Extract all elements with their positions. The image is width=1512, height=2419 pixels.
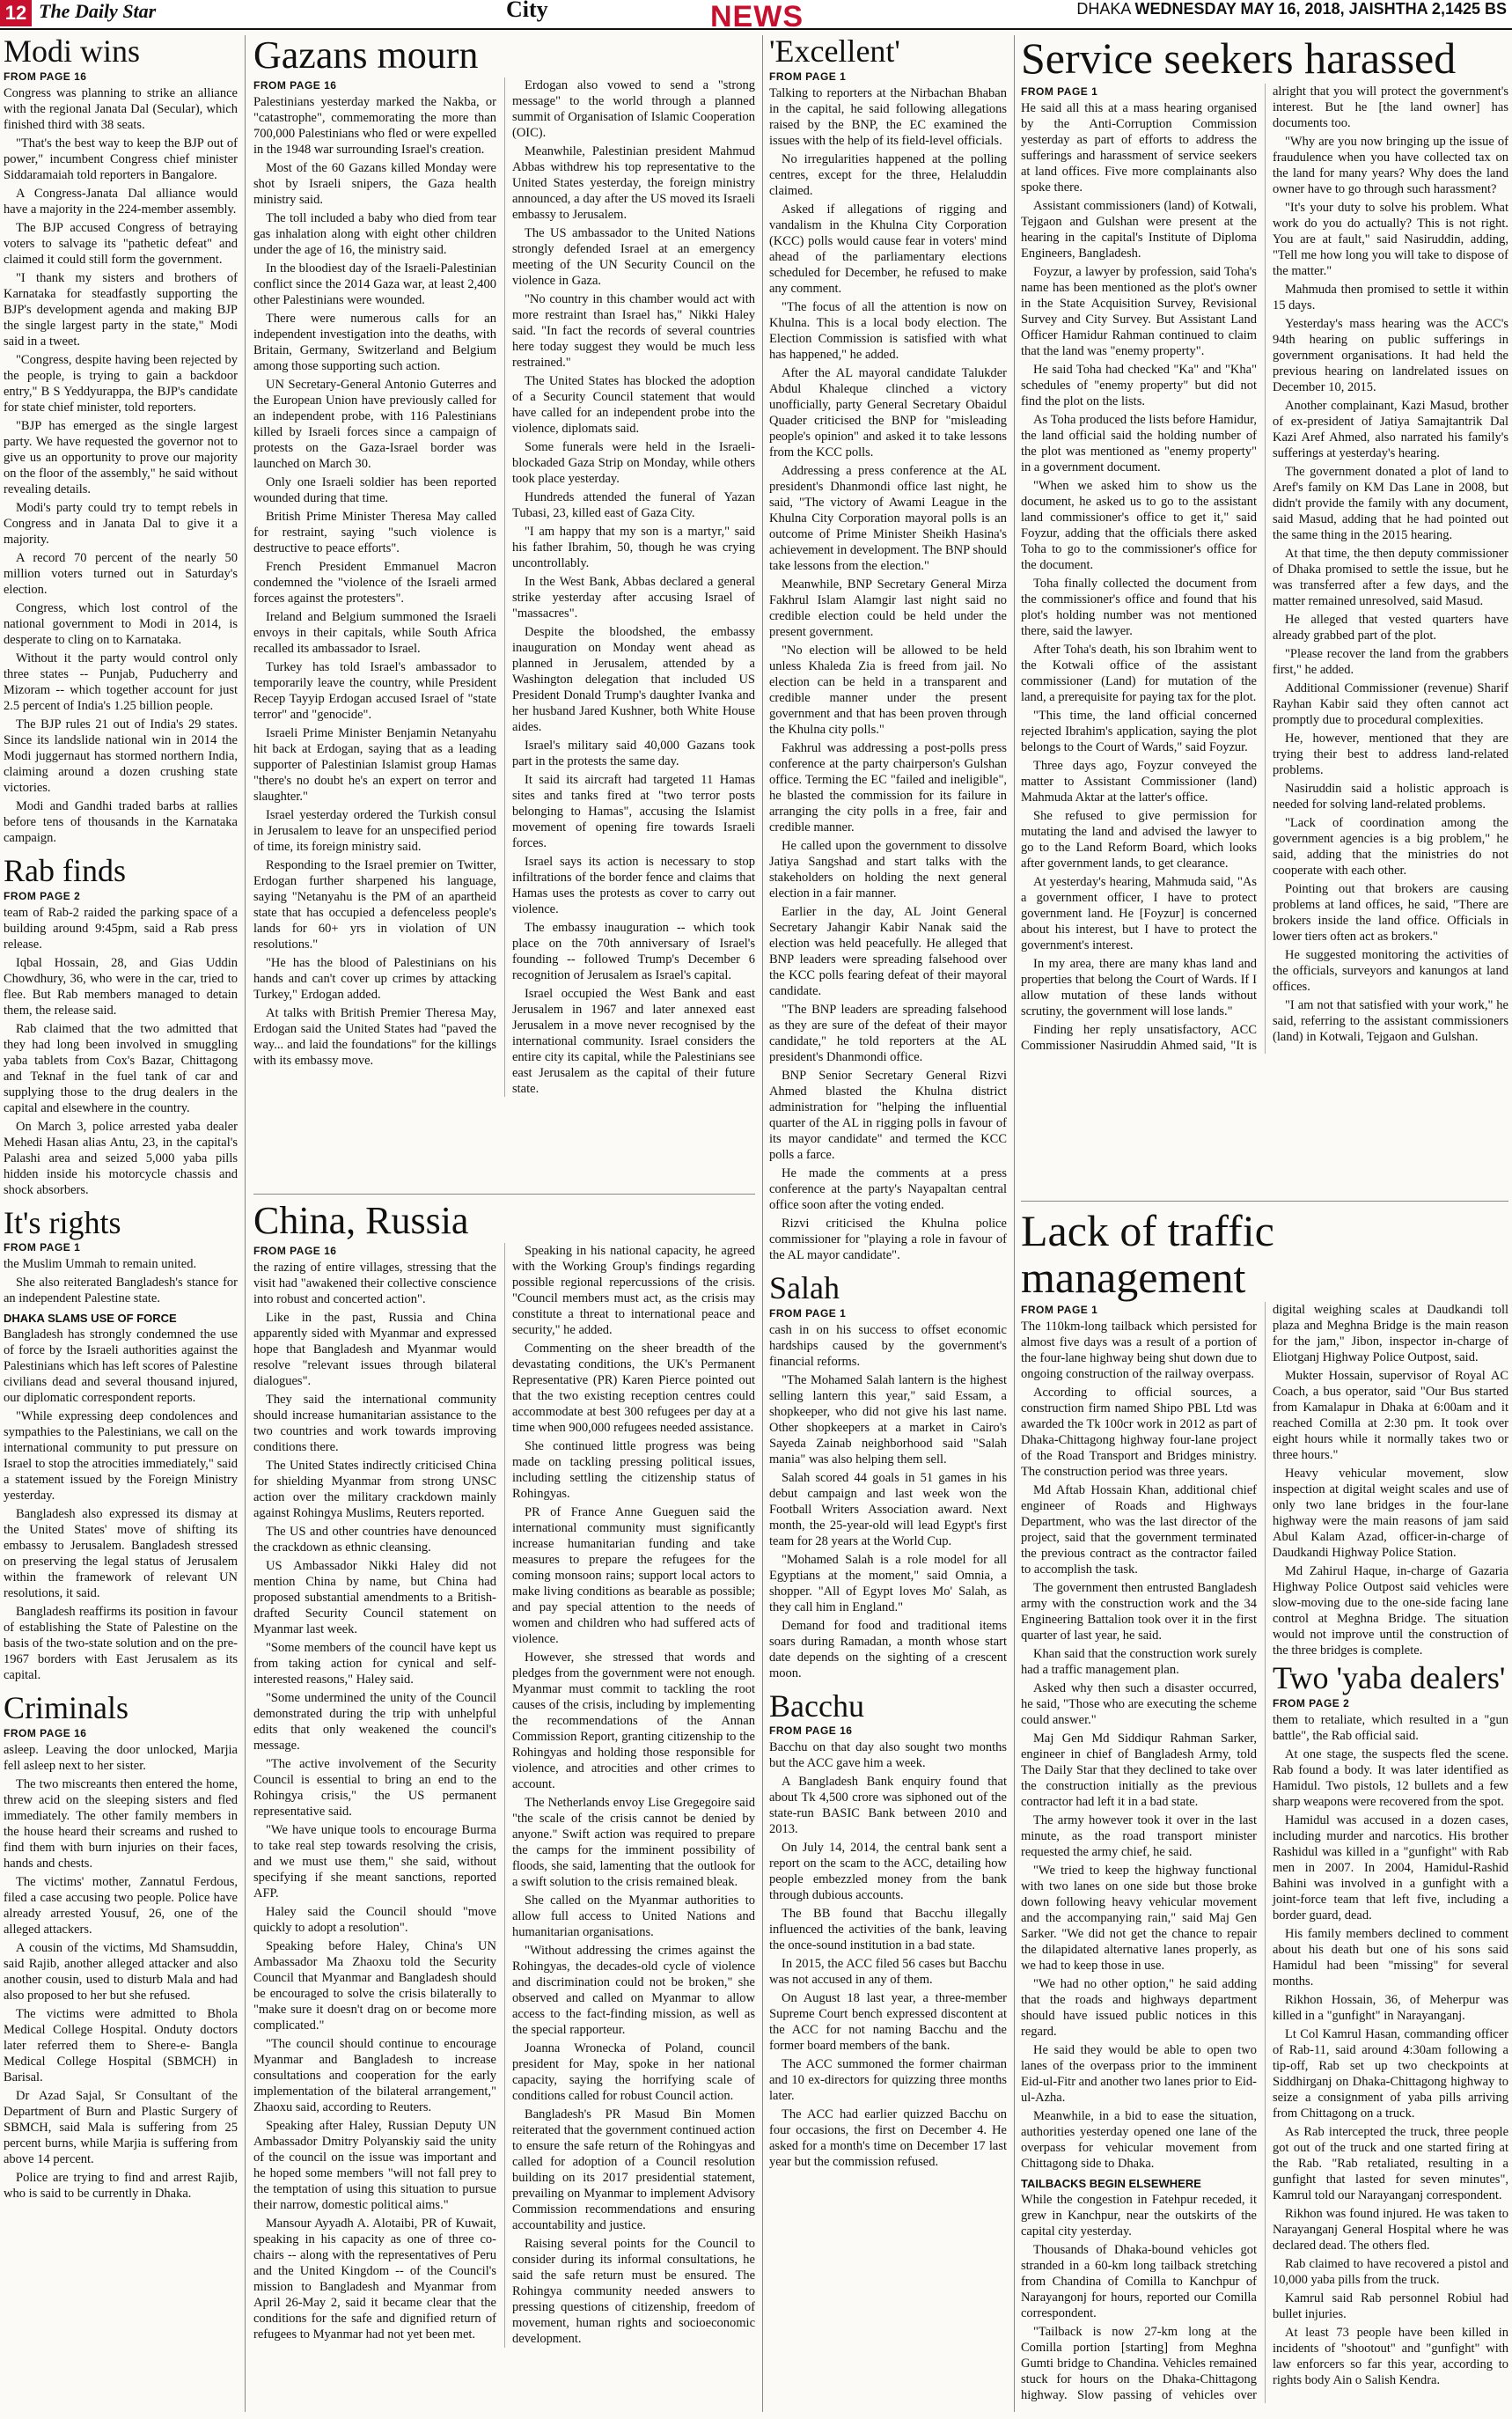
paragraph: Md Zahirul Haque, in-charge of Gazaria Highway Police Outpost said vehicles were slow-moving due to the one-side facing lane control at Meghna Bridge. The situation would not improve until the construction of the three bridges is complete.	[1273, 1564, 1508, 1658]
paragraph: "That's the best way to keep the BJP out of power," incumbent Congress chief minister Siddaramaiah told reporters in Bangalore.	[4, 136, 238, 182]
paragraph: At least 73 people have been killed in incidents of "shootout" and "gunfight" with law enforcers so far this year, according to rights body Ain o Salish Kendra.	[1273, 2325, 1508, 2387]
paragraph: The United States indirectly criticised China for shielding Myanmar from strong UNSC action over the military crackdown mainly against Rohingya Muslims, Reuters reported.	[253, 1459, 496, 1521]
from-page-label: FROM PAGE 1	[1021, 1304, 1098, 1316]
paragraph: cash in on his success to offset economic hardships caused by the government's financial reforms.	[769, 1322, 1007, 1369]
paragraph: Assistant commissioners (land) of Kotwali, Tejgaon and Gulshan were present at the hearing in the capital's Institute of Diploma Engineers, Bangladesh.	[1021, 198, 1257, 261]
story-body	[1021, 1302, 1508, 2403]
headline: China, Russia	[253, 1199, 469, 1242]
paragraph: Congress, which lost control of the national government to Modi in 2014, is desperate to cling on to Karnataka.	[4, 600, 238, 647]
paragraph: The embassy inauguration -- which took place on the 70th anniversary of Israel's founding -- followed Trump's December 6 recognition of Jerusalem as Israel's capital.	[512, 921, 755, 983]
paragraph: Joanna Wronecka of Poland, council president for May, spoke in her national capacity, saying the horrifying scale of conditions called for robust Council action.	[512, 2041, 755, 2104]
paragraph: Israel's military said 40,000 Gazans took part in the protests the same day.	[512, 739, 755, 769]
story	[253, 1201, 755, 2348]
paragraph: In my area, there are many khas land and properties that belong the Court of Wards. If I allow mutation of these lands without scrutiny, the government will lose lands."	[1021, 956, 1257, 1018]
paragraph: "We tried to keep the highway functional with two lanes on one side but those broke down following heavy vehicular movement and the accompanying rain," said Maj Gen Sarker. "We did not get the chance to repair the dilapidated alternative lanes properly, as we had to keep those in use.	[1021, 1864, 1257, 1973]
from-page-label: FROM PAGE 2	[1273, 1696, 1350, 1709]
story-body	[1021, 84, 1508, 1054]
story-body	[4, 1241, 238, 1683]
paragraph: According to official sources, a construction firm named Shipo PBL Ltd was awarded the Tk 100cr work in 2012 as part of Dhaka-Chittagong highway four-lane project of the Road Transport and Bridges ministry. The construction period was three years.	[1021, 1386, 1257, 1479]
paragraph: Meanwhile, Palestinian president Mahmud Abbas withdrew his top representative to the United States yesterday, the foreign ministry announced, a day after the US moved its Israeli embassy to Jerusalem.	[512, 144, 755, 223]
story-body	[4, 70, 238, 846]
paragraph: On March 3, police arrested yaba dealer Mehedi Hasan alias Antu, 23, in the capital's Palashi area and seized 5,000 yaba pills hidden inside his motorcycle chassis and shock absorbers.	[4, 1119, 238, 1197]
paragraph: His family members declined to comment about his death but one of his sons said Hamidul had been "missing" for several months.	[1273, 1926, 1508, 1989]
story-body	[769, 1724, 1007, 2170]
paragraph: Turkey has told Israel's ambassador to temporarily leave the country, while President Recep Tayyip Erdogan accused Israel of "state terror" and "genocide".	[253, 660, 496, 723]
story-body	[769, 70, 1007, 1263]
story-body	[4, 890, 238, 1198]
paragraph: Hamidul was accused in a dozen cases, including murder and narcotics. His brother Rashidul was killed in a "gunfight" with Rab men in 2007. In 2004, Hamidul-Rashid Bahini was involved in a gunfight with a joint-force team that left five, including a border guard, dead.	[1273, 1812, 1508, 1923]
paragraph: Meanwhile, in a bid to ease the situation, authorities yesterday opened one lane of the overpass for vehicular movement from Chittagong side to Dhaka.	[1021, 2109, 1257, 2171]
paragraph: At that time, the then deputy commissioner of Dhaka promised to settle the issue, but he was transferred after a few days, and the matter remained unresolved, said Masud.	[1273, 546, 1508, 608]
paragraph: Bangladesh's PR Masud Bin Momen reiterated that the government continued action to ensure the safe return of the Rohingyas and called for adoption of a Council resolution building on its 2017 presidential statement, prevailing on Myanmar to implement Advisory Commission recommendations and ensuring accountability and justice.	[512, 2107, 755, 2233]
paragraph: On July 14, 2014, the central bank sent a report on the scam to the ACC, detailing how people embezzled money from the bank through dubious accounts.	[769, 1841, 1007, 1903]
paragraph: The 110km-long tailback which persisted for almost five days was a result of a portion of the four-lane highway being shut down due to ongoing construction of the railway overpass.	[1021, 1320, 1257, 1381]
paragraph: the razing of entire villages, stressing that the visit had "awakened their collective conscience into robust and concerted action".	[253, 1261, 496, 1307]
paragraph: The US and other countries have denounced the crackdown as ethnic cleansing.	[253, 1525, 496, 1555]
dateline	[1076, 0, 1507, 26]
paragraph: Rikhon Hossain, 36, of Meherpur was killed in a "gunfight" in Narayanganj.	[1273, 1992, 1508, 2023]
paragraph: At talks with British Premier Theresa May, Erdogan said the United States had "paved the way... and laid the foundations" for the killings with its embassy move.	[253, 1006, 496, 1069]
paragraph: PR of France Anne Gueguen said the international community must significantly increase humanitarian funding and take measures to prepare the refugees for the coming monsoon rains; support local actors to make living conditions as bearable as possible; and pay special attention to the needs of women and children who had suffered acts of violence.	[512, 1505, 755, 1647]
dateline-city: DHAKA	[1076, 0, 1131, 18]
story-china-russia	[253, 1197, 755, 2415]
paragraph: He called upon the government to dissolve Jatiya Sangshad and start talks with the stakeholders on holding the next general election in a fair manner.	[769, 838, 1007, 901]
paragraph: The BB found that Bacchu illegally influenced the activities of the bank, leaving the once-sound institution in a bad state.	[769, 1907, 1007, 1953]
paragraph: "The focus of all the attention is now on Khulna. This is a local body election. The Election Commission is satisfied with what has happened," he added.	[769, 299, 1007, 362]
paragraph: BNP Senior Secretary General Rizvi Ahmed blasted the Khulna district administration for "helping the influential quarter of the AL in rigging polls in favour of its mayor candidate" and termed the KCC polls a farce.	[769, 1068, 1007, 1162]
headline: Gazans mourn	[253, 33, 479, 77]
paragraph: The toll included a baby who died from tear gas inhalation along with eight other children under the age of 16, the ministry said.	[253, 211, 496, 258]
paragraph: "I am happy that my son is a martyr," said his father Ibrahim, 50, though he was crying uncontrollably.	[512, 525, 755, 571]
story	[4, 35, 238, 846]
paragraph: Three days ago, Foyzur conveyed the matter to Assistant Commissioner (land) Mahmuda Aktar at the latter's office.	[1021, 758, 1257, 805]
paragraph: Modi's party could try to tempt rebels in Congress and in Janata Dal to give it a majority.	[4, 500, 238, 547]
paragraph: Nasiruddin said a holistic approach is needed for solving land-related problems.	[1273, 781, 1508, 812]
paragraph: "When we asked him to show us the document, he asked us to go to the assistant land commissioner's office to get it," said Foyzur, adding that the officials there asked Toha to go to the commissioner's office for the document.	[1021, 478, 1257, 572]
headline: It's rights	[4, 1204, 121, 1240]
from-page-label: FROM PAGE 1	[1021, 85, 1098, 98]
paragraph: "Congress, despite having been rejected by the people, is trying to gain a backdoor entry," B S Yeddyurappa, the BJP's candidate for state chief minister, told reporters.	[4, 352, 238, 415]
news-label: NEWS	[710, 0, 804, 33]
paragraph: Rikhon was found injured. He was taken to Narayanganj General Hospital where he was declared dead. The others fled.	[1273, 2206, 1508, 2253]
paragraph: Hundreds attended the funeral of Yazan Tubasi, 23, killed east of Gaza City.	[512, 490, 755, 521]
paragraph: At one stage, the suspects fled the scene. Rab found a body. It was later identified as Hamidul. Two pistols, 12 bullets and a few sharp weapons were recovered from the spot.	[1273, 1746, 1508, 1809]
paragraph: No irregularities happened at the polling centres, except for the three, Helaluddin claimed.	[769, 151, 1007, 198]
paragraph: The victims were admitted to Bhola Medical College Hospital. Onduty doctors later referred them to Shere-e- Bangla Medical College Hospital (SBMCH) in Barisal.	[4, 2007, 238, 2085]
story	[4, 1204, 238, 1684]
subheading: DHAKA SLAMS USE OF FORCE	[4, 1312, 177, 1326]
paragraph: Mahmuda then promised to settle it within 15 days.	[1273, 282, 1508, 312]
headline: Modi wins	[4, 33, 141, 69]
paragraph: Bacchu on that day also sought two months but the ACC gave him a week.	[769, 1740, 1007, 1771]
headline: Service seekers harassed	[1021, 33, 1457, 83]
paragraph: Additional Commissioner (revenue) Sharif Rayhan Kabir said they often cannot act promptly due to procedural complexities.	[1273, 680, 1508, 727]
paragraph: Finding her reply unsatisfactory, ACC Commissioner Nasiruddin Ahmed said, "It is alright that you will protect the government's interest. But he [the land owner] has documents too.	[1021, 84, 1508, 1053]
paragraph: The ACC had earlier quizzed Bacchu on four occasions, the first on December 4. He asked for a month's time on December 17 last year but the commission refused.	[769, 2107, 1007, 2170]
paragraph: As Rab intercepted the truck, three people got out of the truck and one started firing at the Rab. "Rab retaliated, resulting in a gunfight that lasted for seven minutes", Kamrul told our Narayanganj correspondent.	[1273, 2124, 1508, 2202]
section-name: City	[506, 0, 548, 22]
paragraph: "We have unique tools to encourage Burma to take real step towards resolving the crisis, and we must use them," she said, without specifying if she meant sanctions, reported AFP.	[253, 1823, 496, 1901]
paragraph: The government donated a plot of land to Aref's family on KM Das Lane in 2008, but didn't provide the family with any document, said Masud, adding that he had pointed out the same thing in the 2015 hearing.	[1273, 464, 1508, 542]
paragraph: Despite the bloodshed, the embassy inauguration on Monday went ahead as planned in Jerusalem, attended by a Washington delegation that included US President Donald Trump's daughter Ivanka and her husband Jared Kushner, both White House aides.	[512, 625, 755, 735]
paragraph: Heavy vehicular movement, slow inspection at digital weight scales and use of only two lane bridges in the four-lane highway were the main reasons of jam said Abul Kalam Azad, officer-in-charge of Daudkandi Highway Police Station.	[1273, 1467, 1508, 1560]
page-number: 12	[0, 0, 32, 26]
story-body	[253, 1243, 755, 2348]
headline: 'Excellent'	[769, 33, 900, 69]
paragraph: Speaking before Haley, China's UN Ambassador Ma Zhaoxu told the Security Council that Myanmar and Bangladesh should be encouraged to solve the crisis bilaterally to "make sure it doesn't drag on or become more complicated."	[253, 1939, 496, 2033]
paragraph: "Mohamed Salah is a role model for all Egyptians at the moment," said Omnia, a shopper. "All of Egypt loves Mo' Salah, as they call him in England."	[769, 1552, 1007, 1614]
headline: Salah	[769, 1269, 840, 1305]
paragraph: Rab claimed that the two admitted that they had long been involved in smuggling yaba tablets from Cox's Bazar, Chittagong and Teknaf in the fuel tank of car and supplying those to the drug dealers in the capital and elsewhere in the country.	[4, 1021, 238, 1115]
paragraph: French President Emmanuel Macron condemned the "violence of the Israeli armed forces against the protesters".	[253, 560, 496, 607]
paragraph: asleep. Leaving the door unlocked, Marjia fell asleep next to her sister.	[4, 1743, 238, 1774]
paragraph: Talking to reporters at the Nirbachan Bhaban in the capital, he said following allegations raised by the BNP, the EC examined the issues with the help of its field-level officials.	[769, 85, 1007, 148]
paragraph: After the AL mayoral candidate Talukder Abdul Khaleque clinched a victory unofficially, party General Secretary Obaidul Quader criticised the BNP for "misleading people's opinion" and asked it to take lessons from the KCC polls.	[769, 365, 1007, 460]
paragraph: The United States has blocked the adoption of a Security Council statement that would have called for an independent probe into the violence, diplomats said.	[512, 374, 755, 437]
from-page-label: FROM PAGE 16	[769, 1724, 853, 1738]
paragraph: While the congestion in Fatehpur receded, it grew in Kanchpur, near the outskirts of the capital city yesterday.	[1021, 2193, 1257, 2239]
paragraph: "The BNP leaders are spreading falsehood as they are sure of the defeat of their mayor candidate," he told reporters at the AL president's Dhanmondi office.	[769, 1002, 1007, 1064]
paragraph: Erdogan also vowed to send a "strong message" to the world through a planned summit of Organisation of Islamic Cooperation (OIC).	[512, 78, 755, 141]
story	[253, 35, 755, 1097]
paragraph: "It's your duty to solve his problem. What work do you do actually? This is not right. You are at fault," said Nasiruddin, adding, "Tell me how long you will take to dispose of the matter."	[1273, 200, 1508, 278]
column-4	[769, 32, 1007, 2415]
paragraph: The two miscreants then entered the home, threw acid on the sleeping sisters and fled immediately. The other family members in the house heard their screams and rushed to find them with burn injuries on their faces, hands and chests.	[4, 1777, 238, 1871]
paragraph: She refused to give permission for mutating the land and advised the lawyer to go to the Land Reform Board, which looks after government lands, to get clearance.	[1021, 808, 1257, 871]
paragraph: Demand for food and traditional items soars during Ramadan, a month whose start date depends on the sighting of a crescent moon.	[769, 1618, 1007, 1680]
paragraph: "Please recover the land from the grabbers first," he added.	[1273, 646, 1508, 677]
headline: Criminals	[4, 1690, 128, 1726]
paragraph: At yesterday's hearing, Mahmuda said, "As a government officer, I have to protect government land. He [Foyzur] is concerned about his interest, but I have to protect the government's interest.	[1021, 874, 1257, 952]
paragraph: He, however, mentioned that they are trying their best to address land-related problems.	[1273, 731, 1508, 777]
paragraph: Ireland and Belgium summoned the Israeli envoys in their capitals, while South Africa recalled its ambassador to Israel.	[253, 610, 496, 657]
paragraph: US Ambassador Nikki Haley did not mention China by name, but China had proposed substantial amendments to a British-drafted Security Council statement on Myanmar last week.	[253, 1559, 496, 1637]
paragraph: team of Rab-2 raided the parking space of a building around 9:45pm, said a Rab press release.	[4, 905, 238, 952]
paragraph: "Without addressing the crimes against the Rohingyas, the decades-old cycle of violence and discrimination could not be broken," she observed and called on Myanmar to allow access to the fact-finding mission, as well as the special rapporteur.	[512, 1944, 755, 2038]
paragraph: "We had no other option," he said adding that the roads and highways department should have issued public notices in this regard.	[1021, 1977, 1257, 2039]
from-page-label: FROM PAGE 16	[4, 1727, 87, 1740]
paragraph: "I thank my sisters and brothers of Karnataka for steadfastly supporting the BJP's development agenda and making BJP the single largest party in the state," Modi said in a tweet.	[4, 270, 238, 349]
paragraph: them to retaliate, which resulted in a "gun battle", the Rab official said.	[1273, 1712, 1508, 1743]
story	[4, 852, 238, 1198]
paragraph: Like in the past, Russia and China apparently sided with Myanmar and expressed hope that Bangladesh and Myanmar would resolve "relevant issues through bilateral dialogues".	[253, 1311, 496, 1389]
section-rule	[253, 1194, 755, 1195]
paragraph: The Netherlands envoy Lise Gregegoire said "the scale of the crisis cannot be denied by anyone." Swift action was required to prepare the camps for the imminent possibility of floods, she said, lamenting that the outlook for a swift solution to the crisis remained bleak.	[512, 1796, 755, 1890]
story	[4, 1692, 238, 2202]
paragraph: Bangladesh has strongly condemned the use of force by the Israeli authorities against the Palestinians which has left scores of Palestine civilians dead and several thousand injured, our diplomatic correspondent reports.	[4, 1327, 238, 1406]
paragraph: He said they would be able to open two lanes of the overpass prior to the imminent Eid-ul-Fitr and another two lanes prior to Eid-ul-Azha.	[1021, 2043, 1257, 2105]
paragraph: The BJP accused Congress of betraying voters to salvage its "pathetic defeat" and claimed it could still form the government.	[4, 220, 238, 267]
paragraph: "I am not that satisfied with your work," he said, referring to the assistant commissioners (land) in Kotwali, Tejgaon and Gulshan.	[1273, 997, 1508, 1044]
paragraph: Another complainant, Kazi Masud, brother of ex-president of Jatiya Samajtantrik Dal Kazi Aref Ahmed, also narrated his family's sufferings at yesterday's hearing.	[1273, 398, 1508, 460]
paragraph: Bangladesh reaffirms its position in favour of establishing the State of Palestine on the basis of the two-state solution and on the pre- 1967 borders with East Jerusalem as its capital.	[4, 1605, 238, 1683]
paragraph: Thousands of Dhaka-bound vehicles got stranded in a 60-km long tailback stretching from Chandina of Comilla to Kanchpur of Narayangonj for hours, reported our Comilla correspondent.	[1021, 2243, 1257, 2320]
paragraph: Meanwhile, BNP Secretary General Mirza Fakhrul Islam Alamgir last night said no credible election could be held under the present government.	[769, 577, 1007, 639]
paragraph: "Some undermined the unity of the Council demonstrated during the trip with unhelpful edits that only weakened the council's message.	[253, 1691, 496, 1754]
paragraph: Israel says its action is necessary to stop infiltrations of the border fence and claims that Hamas uses the protests as cover to carry out violence.	[512, 855, 755, 917]
column-1	[4, 32, 238, 2415]
paragraph: The victims' mother, Zannatul Ferdous, filed a case accusing two people. Police have already arrested Yousuf, 26, one of the alleged attackers.	[4, 1875, 238, 1937]
paragraph: It said its aircraft had targeted 11 Hamas sites and tanks fired at "two terror posts belonging to Hamas", accusing the Islamist movement of opening fire towards Israeli forces.	[512, 773, 755, 851]
story-traffic	[1021, 1204, 1508, 2415]
paragraph: Speaking after Haley, Russian Deputy UN Ambassador Dmitry Polyanskiy said the unity of the council on the issue was important and he hoped some members "will not fall prey to the temptation of using this situation to pursue their narrow, domestic political aims."	[253, 2119, 496, 2213]
paragraph: Salah scored 44 goals in 51 games in his debut campaign and last week won the Football Writers Association award. Next month, the 25-year-old will lead Egypt's first team for 28 years at the World Cup.	[769, 1470, 1007, 1548]
paragraph: Mansour Ayyadh A. Alotaibi, PR of Kuwait, speaking in his capacity as one of three co-chairs -- along with the representatives of Peru and the United Kingdom -- of the Council's mission to Bangladesh and Myanmar from April 26-May 2, said it became clear that the conditions for the safe and dignified return of refugees to Myanmar had not yet been met.	[253, 2217, 496, 2342]
paragraph: Israel occupied the West Bank and east Jerusalem in 1967 and later annexed east Jerusalem in a move never recognised by the international community. Israel considers the entire city its capital, while the Palestinians see east Jerusalem as the capital of their future state.	[512, 987, 755, 1097]
paragraph: He made the comments at a press conference at the party's Nayapaltan central office soon after the voting ended.	[769, 1165, 1007, 1212]
paragraph: Md Aftab Hossain Khan, additional chief engineer of Roads and Highways Department, who was the last director of the project, said that the government terminated the previous contract as the contractor failed to accomplish the task.	[1021, 1483, 1257, 1577]
paragraph: She called on the Myanmar authorities to allow full access to United Nations and humanitarian organisations.	[512, 1893, 755, 1940]
from-page-label: FROM PAGE 1	[769, 1306, 847, 1320]
from-page-label: FROM PAGE 16	[253, 79, 337, 92]
paragraph: "The active involvement of the Security Council is essential to bring an end to the Rohingya crisis," the US permanent representative said.	[253, 1757, 496, 1820]
column-rule	[762, 35, 763, 2412]
paragraph: In the West Bank, Abbas declared a general strike yesterday after accusing Israel of "massacres".	[512, 575, 755, 621]
paragraph: He suggested monitoring the activities of the officials, surveyors and kanungos at land offices.	[1273, 947, 1508, 994]
story	[1021, 1208, 1508, 2403]
paragraph: "Lack of coordination among the government agencies is a big problem," he said, adding that the ministries do not cooperate with each other.	[1273, 815, 1508, 878]
paragraph: The government then entrusted Bangladesh army with the construction work and the 34 Engineering Battalion took over it in the first quarter of last year, he said.	[1021, 1581, 1257, 1643]
paragraph: Rizvi criticised the Khulna police commissioner for "playing a role in favour of the AL mayor candidate".	[769, 1216, 1007, 1262]
headline: Rab finds	[4, 852, 126, 888]
paragraph: Some funerals were held in the Israeli-blockaded Gaza Strip on Monday, while others took place yesterday.	[512, 440, 755, 487]
paragraph: A Congress-Janata Dal alliance would have a majority in the 224-member assembly.	[4, 186, 238, 217]
story-gazans-mourn	[253, 32, 755, 1192]
paragraph: "While expressing deep condolences and sympathies to the Palestinians, we call on the international community to put pressure on Israel to stop the atrocities immediately," said a statement issued by the Foreign Ministry yesterday.	[4, 1409, 238, 1504]
paragraph: Raising several points for the Council to consider during its informal consultations, he said the safe return must be ensured. The Rohingya community needed answers to pressing questions of citizenship, freedom of movement, human rights and socioeconomic development.	[512, 2237, 755, 2347]
paragraph: Yesterday's mass hearing was the ACC's 94th hearing on public sufferings in government organisations. It had held the previous hearing on landrelated issues on December 10, 2015.	[1273, 316, 1508, 394]
paragraph: A record 70 percent of the nearly 50 million voters turned out in Saturday's election.	[4, 550, 238, 597]
paragraph: Toha finally collected the document from the commissioner's office and found that his plot's holding number was not mentioned there, said the lawyer.	[1021, 576, 1257, 638]
subheading: TAILBACKS BEGIN ELSEWHERE	[1021, 2177, 1201, 2190]
paragraph: Without it the party would control only three states -- Punjab, Puducherry and Mizoram -- which together account for just 2.5 percent of India's 1.25 billion people.	[4, 651, 238, 713]
paragraph: "The Mohamed Salah lantern is the highest selling lantern this year," said Essam, a shopkeeper, who did not give his last name. Other shopkeepers at a market in Cairo's Sayeda Zainab neighborhood said "Salah mania" was also helping them sell.	[769, 1372, 1007, 1467]
paragraph: Maj Gen Md Siddiqur Rahman Sarker, engineer in chief of Bangladesh Army, told The Daily Star that they declined to take over the construction initially as the previous contractor had left it in a bad state.	[1021, 1732, 1257, 1809]
paragraph: Pointing out that brokers are causing problems at land offices, he said, "There are brokers inside the land office. Officials in lower tiers often act as brokers."	[1273, 881, 1508, 944]
from-page-label: FROM PAGE 16	[253, 1245, 337, 1258]
paragraph: Asked why then such a disaster occurred, he said, "Those who are executing the scheme could answer."	[1021, 1681, 1257, 1727]
paragraph: "No country in this chamber would act with more restraint than Israel has," Nikki Haley said. "In fact the records of several countries here today suggest they would be much less restrained."	[512, 292, 755, 371]
paragraph: As Toha produced the lists before Hamidur, the land official said the holding number of the plot was mentioned as "enemy property" in a government document.	[1021, 412, 1257, 474]
paragraph: The US ambassador to the United Nations strongly defended Israel at an emergency meeting of the UN Security Council on the violence in Gaza.	[512, 226, 755, 289]
story	[769, 1269, 1007, 1681]
paragraph: Israel yesterday ordered the Turkish consul in Jerusalem to leave for an unspecified period of time, its foreign ministry said.	[253, 808, 496, 855]
story	[1021, 35, 1508, 1054]
from-page-label: FROM PAGE 1	[4, 1241, 81, 1254]
story-service-seekers	[1021, 32, 1508, 1199]
column-rule	[1014, 35, 1015, 2412]
paragraph: UN Secretary-General Antonio Guterres and the European Union have previously called for an independent probe, with 116 Palestinians killed by Israeli forces since a campaign of protests on the Gaza-Israel border was launched on March 30.	[253, 378, 496, 472]
paragraph: The BJP rules 21 out of India's 29 states. Since its landslide national win in 2014 the Modi juggernaut has stormed northern India, claiming around a dozen crushing state victories.	[4, 717, 238, 795]
paragraph: Speaking in his national capacity, he agreed with the Working Group's findings regarding possible regional repercussions of the crisis. "Council members must act, as the crisis may constitute a threat to international peace and security," he added.	[512, 1244, 755, 1338]
paragraph: "Why are you now bringing up the issue of fraudulence when you have collected tax on the land for many years? Why does the land owner have to go through such harassment?	[1273, 134, 1508, 196]
paragraph: Dr Azad Sajal, Sr Consultant of the Department of Burn and Plastic Surgery of SBMCH, said Mala is suffering from 25 percent burns, while Marjia is suffering from above 14 percent.	[4, 2089, 238, 2167]
paragraph: A Bangladesh Bank enquiry found that about Tk 4,500 crore was siphoned out of the state-run BASIC Bank between 2010 and 2013.	[769, 1775, 1007, 1837]
paper-name: The Daily Star	[39, 0, 157, 22]
paragraph: The army however took it over in the last minute, as the road transport minister requested the army chief, he said.	[1021, 1813, 1257, 1859]
headline: Two 'yaba dealers'	[1273, 1660, 1506, 1695]
story	[769, 35, 1007, 1263]
column-rule	[245, 35, 246, 2412]
paragraph: In 2015, the ACC filed 56 cases but Bacchu was not accused in any of them.	[769, 1957, 1007, 1988]
paragraph: "This time, the land official concerned rejected Ibrahim's application, saying the plot belongs to the Court of Wards," said Foyzur.	[1021, 708, 1257, 754]
story-body	[253, 77, 755, 1097]
paragraph: Palestinians yesterday marked the Nakba, or "catastrophe", commemorating the more than 700,000 Palestinians who fled or were expelled in the 1948 war surrounding Israel's creation.	[253, 95, 496, 158]
paragraph: Israeli Prime Minister Benjamin Netanyahu hit back at Erdogan, saying that as a leading supporter of Palestinian Islamist group Hamas "there's no doubt he's an expert on terror and slaughter."	[253, 726, 496, 805]
paragraph: the Muslim Ummah to remain united.	[4, 1257, 197, 1272]
headline: Lack of traffic management	[1021, 1206, 1274, 1302]
paragraph: Police are trying to find and arrest Rajib, who is said to be currently in Dhaka.	[4, 2171, 238, 2202]
paragraph: "Some members of the council have kept us from taking action for cynical and self-interested reasons," Haley said.	[253, 1641, 496, 1687]
story-body	[769, 1307, 1007, 1681]
paragraph: Mukter Hossain, supervisor of Royal AC Coach, a bus operator, said "Our Bus started from Kamalapur in Dhaka at 6:00am and it reached Comilla at 2:30 pm. It took over eight hours while it normally takes two or three hours."	[1273, 1369, 1508, 1462]
paragraph: He said Toha had checked "Ka" and "Kha" schedules of "enemy property" but did not find the plot on the lists.	[1021, 362, 1257, 408]
paragraph: They said the international community should increase humanitarian assistance to the two countries and work towards improving conditions there.	[253, 1393, 496, 1455]
paragraph: Only one Israeli soldier has been reported wounded during that time.	[253, 475, 496, 506]
headline: Bacchu	[769, 1687, 864, 1724]
paragraph: Khan said that the construction work surely had a traffic management plan.	[1021, 1647, 1257, 1677]
from-page-label: FROM PAGE 1	[769, 70, 847, 83]
paragraph: "The council should continue to encourage Myanmar and Bangladesh to increase consultations and cooperation for the early implementation of the bilateral arrangement," Zhaoxu said, according to Reuters.	[253, 2037, 496, 2115]
paragraph: Earlier in the day, AL Joint General Secretary Jahangir Kabir Nanak said the election was held peacefully. He alleged that BNP leaders were spreading falsehood over the KCC polls fearing defeat of their mayoral candidate.	[769, 904, 1007, 998]
paragraph: She also reiterated Bangladesh's stance for an independent Palestine state.	[4, 1276, 238, 1306]
paragraph: She continued little progress was being made on tackling pressing political issues, including settling the citizenship status of Rohingyas.	[512, 1439, 755, 1502]
paragraph: After Toha's death, his son Ibrahim went to the Kotwali office of the assistant commissioner (Land) for mutation of the land, a prerequisite for paying tax for the plot.	[1021, 642, 1257, 704]
paragraph: Rab claimed to have recovered a pistol and 10,000 yaba pills from the truck.	[1273, 2256, 1508, 2287]
paragraph: Congress was planning to strike an alliance with the regional Janata Dal (Secular), which finished third with 38 seats.	[4, 85, 238, 132]
paragraph: The ACC summoned the former chairman and 10 ex-directors for quizzing three months later.	[769, 2057, 1007, 2104]
paragraph: "No election will be allowed to be held unless Khaleda Zia is freed from jail. No election can be held in a transparent and credible manner under the present government and that has been proven through the Khulna city polls."	[769, 643, 1007, 737]
paragraph: There were numerous calls for an independent investigation into the deaths, with Britain, Germany, Switzerland and Belgium among those supporting such action.	[253, 312, 496, 374]
paragraph: On August 18 last year, a three-member Supreme Court bench expressed discontent at the ACC for not naming Bacchu and the former board members of the bank.	[769, 1991, 1007, 2054]
paragraph: However, she stressed that words and pledges from the government were not enough. Myanmar must commit to tackling the root causes of the crisis, including by implementing the recommendations of the Annan Commission Report, granting citizenship to the Rohingyas and holding those responsible for violence, and atrocities and other crimes to account.	[512, 1651, 755, 1792]
paragraph: Addressing a press conference at the AL president's Dhanmondi office last night, he said, "The victory of Awami League in the Khulna City Corporation mayoral polls is an outcome of Prime Minister Sheikh Hasina's achievement in development. The BNP should take lessons from the election."	[769, 463, 1007, 573]
paragraph: Foyzur, a lawyer by profession, said Toha's name has been mentioned as the plot's owner in the State Acquisition Survey, Revisional Survey and City Survey. But Assistant Land Officer Hamidur Rahman continued to claim that the land was "enemy property".	[1021, 264, 1257, 358]
paragraph: He said all this at a mass hearing organised by the Anti-Corruption Commission yesterday as part of efforts to address the sufferings and harassment of service seekers at land offices. Five more complainants also spoke there.	[1021, 100, 1257, 195]
paragraph: Asked if allegations of rigging and vandalism in the Khulna City Corporation (KCC) polls would cause fear in voters' mind ahead of the parliamentary elections scheduled for December, he refused to make any comment.	[769, 202, 1007, 296]
dateline-date: WEDNESDAY MAY 16, 2018, JAISHTHA 2,1425 BS	[1134, 0, 1507, 18]
masthead	[0, 0, 1512, 33]
paragraph: Iqbal Hossain, 28, and Gias Uddin Chowdhury, 36, who were in the car, tried to flee. But Rab members managed to detain them, the release said.	[4, 955, 238, 1018]
paragraph: Commenting on the sheer breadth of the devastating conditions, the UK's Permanent Representative (PR) Karen Pierce pointed out that the two existing reception centres could accommodate at best 300 refugees per day at a time when 900,000 refugees needed assistance.	[512, 1342, 755, 1436]
paragraph: Modi and Gandhi traded barbs at rallies before tens of thousands in the Karnataka campaign.	[4, 798, 238, 845]
section-rule	[1021, 1201, 1508, 1202]
paragraph: "BJP has emerged as the single largest party. We have requested the governor not to give us an opportunity to prove our majority on the floor of the assembly," he said without revealing details.	[4, 418, 238, 496]
paragraph: Bangladesh also expressed its dismay at the United States' move of shifting its embassy to Jerusalem. Bangladesh stressed on preserving the legal status of Jerusalem within the framework of relevant UN resolutions, it said.	[4, 1507, 238, 1601]
paragraph: In the bloodiest day of the Israeli-Palestinian conflict since the 2014 Gaza war, at least 2,400 other Palestinians were wounded.	[253, 261, 496, 308]
paragraph: "Tailback is now 27-km long at the Comilla portion [starting] from Meghna Gumti bridge to Chandina. Vehicles remained stuck for hours on the Dhaka-Chittagong highway. Slow passing of vehicles over digital weighing scales at Daudkandi toll plaza and Meghna Bridge is the main reason for the jam," Jibon, inspector in-charge of Eliotganj Highway Police Outpost, said.	[1021, 1303, 1508, 2402]
paragraph: Haley said the Council should "move quickly to adopt a resolution".	[253, 1905, 496, 1936]
paragraph: Lt Col Kamrul Hasan, commanding officer of Rab-11, said around 4:30am following a tip-off, Rab set up two checkpoints at Siddhirganj on Dhaka-Chittagong highway to seize a consignment of yaba pills arriving from Chittagong on a truck.	[1273, 2026, 1508, 2121]
from-page-label: FROM PAGE 16	[4, 70, 87, 83]
story-body	[4, 1727, 238, 2202]
paragraph: A cousin of the victims, Md Shamsuddin, said Rajib, another alleged attacker and also another cousin, used to disturb Mala and had also proposed to her but she refused.	[4, 1941, 238, 2004]
paragraph: Responding to the Israel premier on Twitter, Erdogan further sharpened his language, saying "Netanyahu is the PM of an apartheid state that has occupied a defenceless people's lands for 60+ yrs in violation of UN resolutions."	[253, 858, 496, 952]
from-page-label: FROM PAGE 2	[4, 889, 81, 902]
paragraph: He alleged that vested quarters have already grabbed part of the plot.	[1273, 612, 1508, 643]
paragraph: Fakhrul was addressing a post-polls press conference at the party chairperson's Gulshan office. Terming the EC "failed and ineligible", he blasted the commission for its failure in arranging the city polls in a free, fair and credible manner.	[769, 740, 1007, 835]
story	[769, 1687, 1007, 2171]
paragraph: "He has the blood of Palestinians on his hands and can't cover up crimes by attacking Turkey," Erdogan added.	[253, 956, 496, 1003]
paragraph: Kamrul said Rab personnel Robiul had bullet injuries.	[1273, 2290, 1508, 2321]
paragraph: Most of the 60 Gazans killed Monday were shot by Israeli snipers, the Gaza health ministry said.	[253, 161, 496, 208]
paragraph: British Prime Minister Theresa May called for restraint, saying "such violence is destructive to peace efforts".	[253, 510, 496, 556]
